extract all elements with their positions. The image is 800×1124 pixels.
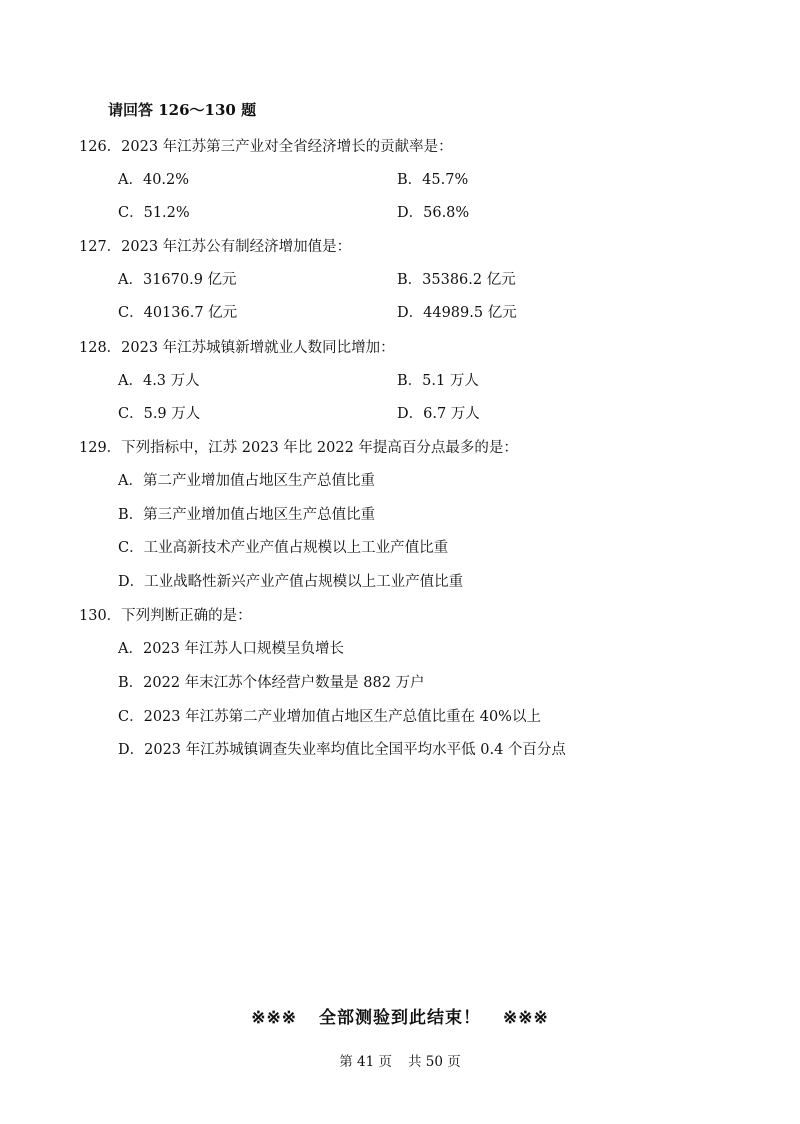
- question-126-option-c[interactable]: C．51.2%: [118, 205, 190, 221]
- question-130-option-a[interactable]: A．2023 年江苏人口规模呈负增长: [118, 641, 344, 657]
- section-title: 请回答 126～130 题: [108, 101, 257, 119]
- question-128-option-d[interactable]: D．6.7 万人: [397, 406, 480, 422]
- question-128-option-c[interactable]: C．5.9 万人: [118, 406, 201, 422]
- decor-right: ※※※: [503, 1008, 549, 1028]
- question-128-stem: 128．2023 年江苏城镇新增就业人数同比增加：: [79, 340, 395, 356]
- question-130-option-c[interactable]: C．2023 年江苏第二产业增加值占地区生产总值比重在 40%以上: [118, 709, 541, 725]
- end-of-test-text: 全部测验到此结束！: [319, 1008, 481, 1028]
- question-129-option-d[interactable]: D．工业战略性新兴产业产值占规模以上工业产值比重: [118, 574, 464, 590]
- question-130-option-b[interactable]: B．2022 年末江苏个体经营户数量是 882 万户: [118, 675, 425, 691]
- end-of-test-banner: [0, 1003, 800, 1028]
- page-number: [0, 1050, 800, 1070]
- question-129-option-b[interactable]: B．第三产业增加值占地区生产总值比重: [118, 507, 376, 523]
- page-current: 第 41 页: [339, 1054, 392, 1070]
- question-126-option-b[interactable]: B．45.7%: [397, 172, 469, 188]
- question-129-option-c[interactable]: C．工业高新技术产业产值占规模以上工业产值比重: [118, 540, 449, 556]
- question-130-option-d[interactable]: D．2023 年江苏城镇调查失业率均值比全国平均水平低 0.4 个百分点: [118, 742, 566, 758]
- page-total: 共 50 页: [408, 1054, 461, 1070]
- question-126-stem: 126．2023 年江苏第三产业对全省经济增长的贡献率是：: [79, 139, 453, 155]
- question-126-option-d[interactable]: D．56.8%: [397, 205, 470, 221]
- question-127-option-b[interactable]: B．35386.2 亿元: [397, 272, 516, 288]
- question-127-option-c[interactable]: C．40136.7 亿元: [118, 305, 238, 321]
- question-128-option-a[interactable]: A．4.3 万人: [118, 373, 200, 389]
- question-127-option-a[interactable]: A．31670.9 亿元: [118, 272, 237, 288]
- decor-left: ※※※: [251, 1008, 297, 1028]
- question-129-stem: 129．下列指标中，江苏 2023 年比 2022 年提高百分点最多的是：: [79, 440, 518, 456]
- question-130-stem: 130．下列判断正确的是：: [79, 608, 252, 624]
- question-127-option-d[interactable]: D．44989.5 亿元: [397, 305, 517, 321]
- question-128-option-b[interactable]: B．5.1 万人: [397, 373, 479, 389]
- question-127-stem: 127．2023 年江苏公有制经济增加值是：: [79, 239, 352, 255]
- question-129-option-a[interactable]: A．第二产业增加值占地区生产总值比重: [118, 473, 375, 489]
- question-126-option-a[interactable]: A．40.2%: [118, 172, 190, 188]
